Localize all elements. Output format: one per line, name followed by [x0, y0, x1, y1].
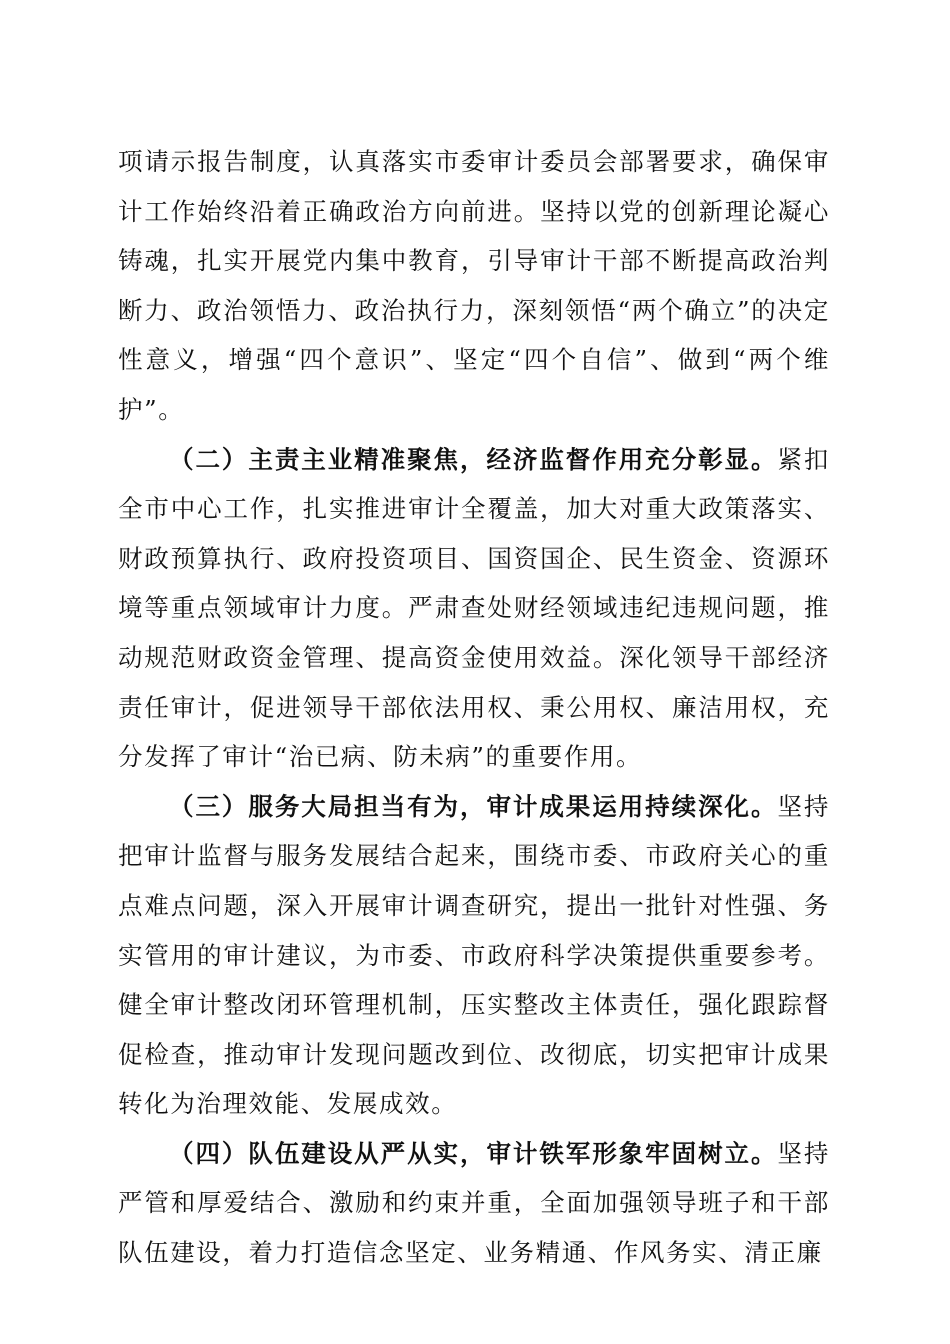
paragraph-section-4	[118, 1129, 830, 1278]
paragraph-section-2	[118, 435, 830, 782]
section-heading: （二）主责主业精准聚焦，经济监督作用充分彰显。	[169, 444, 778, 474]
document-body	[118, 137, 830, 1278]
paragraph-text: 紧扣全市中心工作，扎实推进审计全覆盖，加大对重大政策落实、财政预算执行、政府投资项目、国资国企、民生资金、资源环境等重点领域审计力度。严肃查处财经领域违纪违规问题，推动规范财政资金管理、提高资金使用效益。深化领导干部经济责任审计，促进领导干部依法用权、秉公用权、廉洁用权，充分发挥了审计“治已病、防未病”的重要作用。	[118, 444, 830, 772]
paragraph-text: 坚持严管和厚爱结合、激励和约束并重，全面加强领导班子和干部队伍建设，着力打造信念坚定、业务精通、作风务实、清正廉	[118, 1138, 830, 1268]
paragraph-section-3	[118, 782, 830, 1129]
paragraph-text: 坚持把审计监督与服务发展结合起来，围绕市委、市政府关心的重点难点问题，深入开展审计调查研究，提出一批针对性强、务实管用的审计建议，为市委、市政府科学决策提供重要参考。健全审计整改闭环管理机制，压实整改主体责任，强化跟踪督促检查，推动审计发现问题改到位、改彻底，切实把审计成果转化为治理效能、发展成效。	[118, 791, 830, 1119]
paragraph-text: 项请示报告制度，认真落实市委审计委员会部署要求，确保审计工作始终沿着正确政治方向前进。坚持以党的创新理论凝心铸魂，扎实开展党内集中教育，引导审计干部不断提高政治判断力、政治领悟力、政治执行力，深刻领悟“两个确立”的决定性意义，增强“四个意识”、坚定“四个自信”、做到“两个维护”。	[118, 147, 830, 424]
section-heading: （三）服务大局担当有为，审计成果运用持续深化。	[169, 791, 778, 821]
paragraph-continuation	[118, 137, 830, 435]
section-heading: （四）队伍建设从严从实，审计铁军形象牢固树立。	[169, 1138, 778, 1168]
